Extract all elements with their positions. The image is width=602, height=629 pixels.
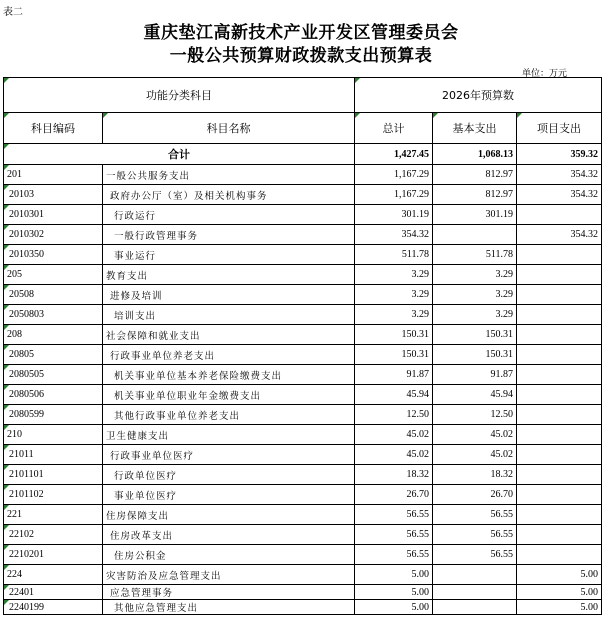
row-total: 3.29 bbox=[355, 305, 433, 325]
row-project bbox=[517, 365, 602, 385]
row-project bbox=[517, 505, 602, 525]
row-basic: 3.29 bbox=[433, 305, 517, 325]
row-code: 2101101 bbox=[4, 465, 103, 485]
row-project bbox=[517, 285, 602, 305]
row-project bbox=[517, 305, 602, 325]
row-code: 20508 bbox=[4, 285, 103, 305]
row-total: 5.00 bbox=[355, 600, 433, 615]
page-title: 重庆垫江高新技术产业开发区管理委员会 bbox=[143, 23, 459, 43]
row-code: 22401 bbox=[4, 585, 103, 600]
row-basic: 150.31 bbox=[433, 345, 517, 365]
row-basic: 45.94 bbox=[433, 385, 517, 405]
row-code: 2080505 bbox=[4, 365, 103, 385]
row-code: 2101102 bbox=[4, 485, 103, 505]
summary-total: 1,427.45 bbox=[355, 144, 433, 165]
row-name: 培训支出 bbox=[103, 305, 355, 325]
row-code: 2010302 bbox=[4, 225, 103, 245]
row-project bbox=[517, 445, 602, 465]
header-total: 总计 bbox=[355, 113, 433, 144]
row-code: 208 bbox=[4, 325, 103, 345]
row-total: 45.02 bbox=[355, 445, 433, 465]
row-name: 事业单位医疗 bbox=[103, 485, 355, 505]
row-name: 社会保障和就业支出 bbox=[103, 325, 355, 345]
row-project bbox=[517, 325, 602, 345]
row-name: 一般公共服务支出 bbox=[103, 165, 355, 185]
row-name: 机关事业单位基本养老保险缴费支出 bbox=[103, 365, 355, 385]
row-project bbox=[517, 385, 602, 405]
header-row-bottom bbox=[4, 113, 602, 144]
row-total: 5.00 bbox=[355, 565, 433, 585]
row-total: 301.19 bbox=[355, 205, 433, 225]
row-code: 2210201 bbox=[4, 545, 103, 565]
row-total: 26.70 bbox=[355, 485, 433, 505]
row-total: 354.32 bbox=[355, 225, 433, 245]
row-total: 18.32 bbox=[355, 465, 433, 485]
row-basic: 45.02 bbox=[433, 425, 517, 445]
row-name: 教育支出 bbox=[103, 265, 355, 285]
row-total: 150.31 bbox=[355, 325, 433, 345]
table-row bbox=[4, 425, 602, 445]
row-code: 205 bbox=[4, 265, 103, 285]
table-row bbox=[4, 385, 602, 405]
row-code: 2010350 bbox=[4, 245, 103, 265]
row-project: 354.32 bbox=[517, 185, 602, 205]
table-row bbox=[4, 165, 602, 185]
budget-table bbox=[3, 77, 602, 615]
row-project: 354.32 bbox=[517, 165, 602, 185]
row-basic: 91.87 bbox=[433, 365, 517, 385]
summary-project: 359.32 bbox=[517, 144, 602, 165]
row-basic: 3.29 bbox=[433, 265, 517, 285]
row-code: 22102 bbox=[4, 525, 103, 545]
row-total: 45.02 bbox=[355, 425, 433, 445]
row-basic: 812.97 bbox=[433, 185, 517, 205]
row-project bbox=[517, 525, 602, 545]
row-name: 政府办公厅（室）及相关机构事务 bbox=[103, 185, 355, 205]
table-row bbox=[4, 285, 602, 305]
header-name: 科目名称 bbox=[103, 113, 355, 144]
table-row bbox=[4, 465, 602, 485]
table-row bbox=[4, 585, 602, 600]
row-basic: 812.97 bbox=[433, 165, 517, 185]
row-name: 住房改革支出 bbox=[103, 525, 355, 545]
row-total: 56.55 bbox=[355, 525, 433, 545]
header-code: 科目编码 bbox=[4, 113, 103, 144]
row-name: 机关事业单位职业年金缴费支出 bbox=[103, 385, 355, 405]
page-subtitle: 一般公共预算财政拨款支出预算表 bbox=[169, 46, 433, 66]
row-total: 3.29 bbox=[355, 285, 433, 305]
row-basic: 3.29 bbox=[433, 285, 517, 305]
table-row bbox=[4, 405, 602, 425]
row-name: 其他行政事业单位养老支出 bbox=[103, 405, 355, 425]
row-total: 3.29 bbox=[355, 265, 433, 285]
row-basic: 56.55 bbox=[433, 505, 517, 525]
row-name: 一般行政管理事务 bbox=[103, 225, 355, 245]
row-project bbox=[517, 265, 602, 285]
table-row bbox=[4, 325, 602, 345]
row-basic bbox=[433, 565, 517, 585]
row-basic: 45.02 bbox=[433, 445, 517, 465]
row-code: 2050803 bbox=[4, 305, 103, 325]
row-total: 1,167.29 bbox=[355, 165, 433, 185]
row-total: 150.31 bbox=[355, 345, 433, 365]
row-basic: 150.31 bbox=[433, 325, 517, 345]
header-basic: 基本支出 bbox=[433, 113, 517, 144]
summary-label: 合计 bbox=[4, 144, 355, 165]
unit-label: 单位：万元 bbox=[521, 69, 567, 79]
row-basic bbox=[433, 600, 517, 615]
table-row bbox=[4, 265, 602, 285]
row-code: 2080599 bbox=[4, 405, 103, 425]
row-basic: 511.78 bbox=[433, 245, 517, 265]
sheet-label: 表二 bbox=[3, 7, 23, 18]
row-basic: 12.50 bbox=[433, 405, 517, 425]
summary-basic: 1,068.13 bbox=[433, 144, 517, 165]
row-project: 5.00 bbox=[517, 585, 602, 600]
table-row bbox=[4, 365, 602, 385]
header-project: 项目支出 bbox=[517, 113, 602, 144]
row-total: 5.00 bbox=[355, 585, 433, 600]
row-basic: 56.55 bbox=[433, 545, 517, 565]
row-name: 进修及培训 bbox=[103, 285, 355, 305]
table-row bbox=[4, 505, 602, 525]
row-basic: 301.19 bbox=[433, 205, 517, 225]
row-project bbox=[517, 545, 602, 565]
row-project bbox=[517, 485, 602, 505]
row-code: 224 bbox=[4, 565, 103, 585]
header-budget: 2026年预算数 bbox=[355, 78, 602, 113]
row-name: 行政事业单位医疗 bbox=[103, 445, 355, 465]
header-row-top bbox=[4, 78, 602, 113]
row-project bbox=[517, 465, 602, 485]
row-name: 行政运行 bbox=[103, 205, 355, 225]
table-row bbox=[4, 545, 602, 565]
table-row bbox=[4, 305, 602, 325]
table-row bbox=[4, 445, 602, 465]
row-project: 5.00 bbox=[517, 600, 602, 615]
row-code: 21011 bbox=[4, 445, 103, 465]
row-code: 201 bbox=[4, 165, 103, 185]
row-name: 住房保障支出 bbox=[103, 505, 355, 525]
row-project bbox=[517, 425, 602, 445]
row-basic: 56.55 bbox=[433, 525, 517, 545]
table-row bbox=[4, 245, 602, 265]
table-row bbox=[4, 185, 602, 205]
row-code: 2080506 bbox=[4, 385, 103, 405]
row-total: 56.55 bbox=[355, 505, 433, 525]
row-total: 56.55 bbox=[355, 545, 433, 565]
row-project: 5.00 bbox=[517, 565, 602, 585]
row-name: 行政事业单位养老支出 bbox=[103, 345, 355, 365]
row-project bbox=[517, 405, 602, 425]
table-row bbox=[4, 345, 602, 365]
row-code: 2010301 bbox=[4, 205, 103, 225]
row-basic: 26.70 bbox=[433, 485, 517, 505]
summary-row bbox=[4, 144, 602, 165]
row-project bbox=[517, 205, 602, 225]
header-functional: 功能分类科目 bbox=[4, 78, 355, 113]
row-total: 91.87 bbox=[355, 365, 433, 385]
row-name: 其他应急管理支出 bbox=[103, 600, 355, 615]
row-code: 20805 bbox=[4, 345, 103, 365]
row-project: 354.32 bbox=[517, 225, 602, 245]
row-total: 1,167.29 bbox=[355, 185, 433, 205]
row-basic bbox=[433, 585, 517, 600]
row-name: 行政单位医疗 bbox=[103, 465, 355, 485]
table-row bbox=[4, 225, 602, 245]
table-row bbox=[4, 600, 602, 615]
row-name: 卫生健康支出 bbox=[103, 425, 355, 445]
table-row bbox=[4, 525, 602, 545]
row-name: 住房公积金 bbox=[103, 545, 355, 565]
row-project bbox=[517, 345, 602, 365]
row-name: 事业运行 bbox=[103, 245, 355, 265]
row-code: 221 bbox=[4, 505, 103, 525]
row-code: 20103 bbox=[4, 185, 103, 205]
row-basic bbox=[433, 225, 517, 245]
row-basic: 18.32 bbox=[433, 465, 517, 485]
row-name: 灾害防治及应急管理支出 bbox=[103, 565, 355, 585]
row-total: 12.50 bbox=[355, 405, 433, 425]
row-code: 210 bbox=[4, 425, 103, 445]
table-row bbox=[4, 565, 602, 585]
row-name: 应急管理事务 bbox=[103, 585, 355, 600]
row-project bbox=[517, 245, 602, 265]
row-code: 2240199 bbox=[4, 600, 103, 615]
table-row bbox=[4, 205, 602, 225]
table-row bbox=[4, 485, 602, 505]
row-total: 45.94 bbox=[355, 385, 433, 405]
row-total: 511.78 bbox=[355, 245, 433, 265]
